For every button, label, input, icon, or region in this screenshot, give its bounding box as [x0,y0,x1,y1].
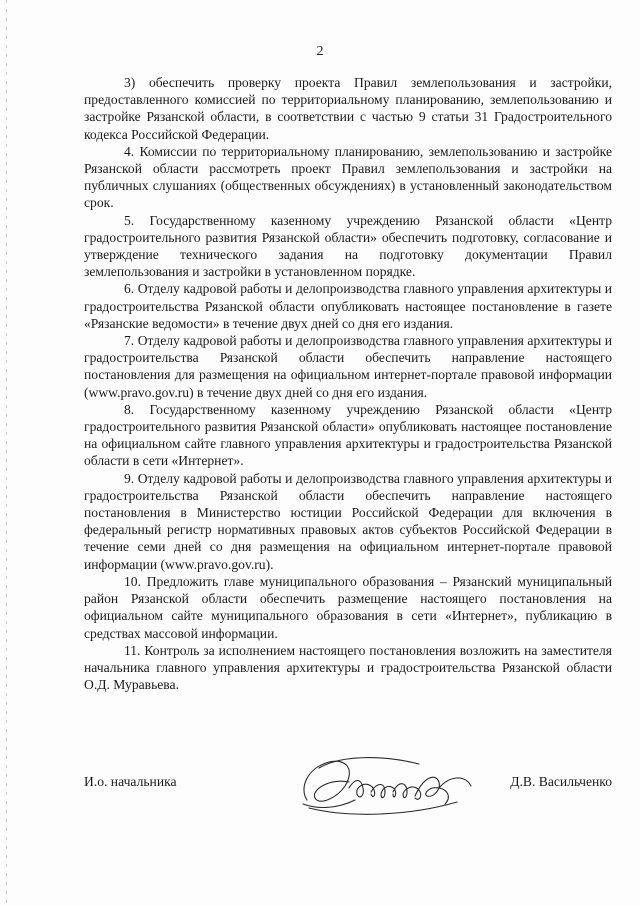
signer-position: И.о. начальника [84,774,177,789]
paragraph-item-11: 11. Контроль за исполнением настоящего постановления возложить на заместителя начальника главного управления архитектуры и градостроительства Рязанской области О.Д. Муравьева. [84,642,612,693]
handwritten-signature [289,748,489,828]
paragraph-item-10: 10. Предложить главе муниципального образования – Рязанский муниципальный район Рязанской области обеспечить размещение настоящего постановления на официальном сайте муниципального образования в сети «Интернет», публикацию в средствах массовой информации. [84,573,612,641]
paragraph-item-4: 4. Комиссии по территориальному планированию, землепользованию и застройке Рязанской области рассмотреть проект Правил землепользования и застройки на публичных слушаниях (общественных обсуждениях) в установленный законодательством срок. [84,143,612,211]
paragraph-item-7: 7. Отделу кадровой работы и делопроизводства главного управления архитектуры и градостроительства Рязанской области обеспечить направление настоящего постановления для размещения на официальном интернет-портале правовой информации (www.pravo.gov.ru) в течение двух дней со дня его издания. [84,333,612,400]
paragraph-item-5: 5. Государственному казенному учреждению Рязанской области «Центр градостроительного развития Рязанской области» обеспечить подготовку, согласование и утверждение технического задания на подготовку документации Правил землепользования и застройки в установленном порядке. [84,212,612,280]
paragraph-item-9: 9. Отделу кадровой работы и делопроизводства главного управления архитектуры и градостроительства Рязанской области обеспечить направление настоящего постановления в Министерство юстиции Российской Федерации для включения в федеральный регистр нормативных правовых актов субъектов Российской Федерации в течение семи дней со дня размещения на официальном интернет-портале правовой информации (www.pravo.gov.ru). [84,470,612,572]
document-body [84,74,612,693]
paragraph-item-3: 3) обеспечить проверку проекта Правил землепользования и застройки, предоставленного комиссией по территориальному планированию, землепользованию и застройке Рязанской области, в соответствии с частью 9 статьи 31 Градостроительного кодекса Российской Федерации. [84,75,612,142]
signature-block [84,748,612,848]
signer-name: Д.В. Васильченко [510,774,612,789]
scan-edge-marks [6,0,7,905]
paragraph-item-6: 6. Отделу кадровой работы и делопроизводства главного управления архитектуры и градостроительства Рязанской области опубликовать настоящее постановление в газете «Рязанские ведомости» в течение двух дней со дня его издания. [84,281,612,331]
paragraph-item-8: 8. Государственному казенному учреждению Рязанской области «Центр градостроительного развития Рязанской области» опубликовать настоящее постановление на официальном сайте главного управления архитектуры и градостроительства Рязанской области в сети «Интернет». [84,401,612,469]
page-number: 2 [316,44,324,59]
